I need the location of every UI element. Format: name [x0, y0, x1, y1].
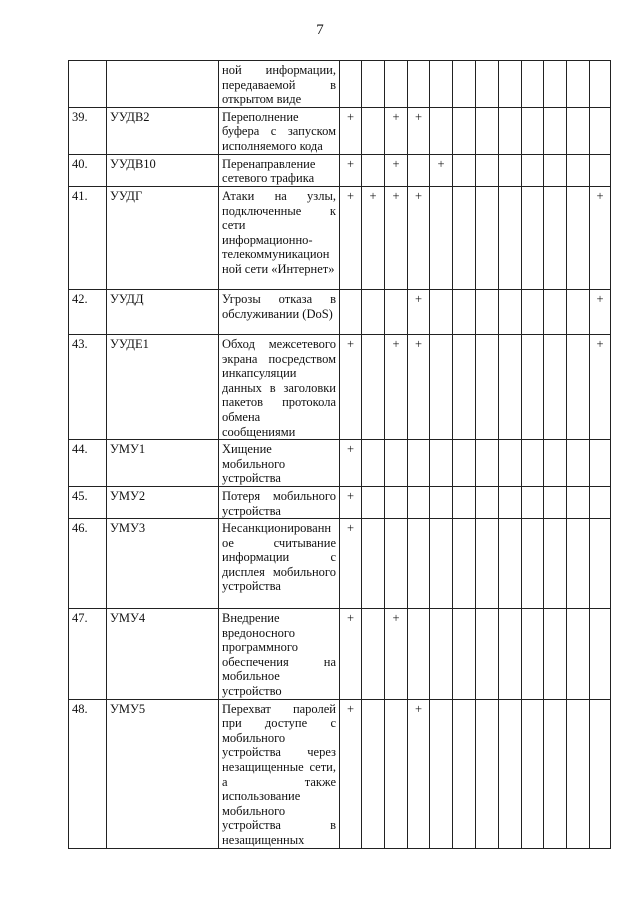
mark-cell — [430, 699, 453, 848]
mark-cell — [499, 107, 522, 154]
mark-cell — [590, 440, 611, 487]
mark-cell — [499, 289, 522, 334]
row-number: 44. — [69, 440, 107, 487]
mark-cell — [408, 440, 430, 487]
mark-cell: + — [590, 334, 611, 439]
mark-cell — [430, 186, 453, 289]
mark-cell — [522, 519, 544, 609]
mark-cell — [567, 486, 590, 518]
mark-cell — [544, 609, 567, 700]
mark-cell: + — [590, 186, 611, 289]
mark-cell — [476, 440, 499, 487]
mark-cell — [476, 486, 499, 518]
mark-cell — [544, 154, 567, 186]
mark-cell — [385, 486, 408, 518]
mark-cell — [544, 699, 567, 848]
mark-cell — [590, 699, 611, 848]
row-number: 43. — [69, 334, 107, 439]
mark-cell — [499, 519, 522, 609]
threat-code: УМУ2 — [107, 486, 219, 518]
mark-cell — [476, 609, 499, 700]
mark-cell: + — [340, 609, 362, 700]
table-row — [69, 107, 611, 154]
threat-description: Хищение мобильного устройства — [219, 440, 340, 487]
mark-cell — [522, 699, 544, 848]
mark-cell — [385, 61, 408, 108]
table-row — [69, 519, 611, 609]
mark-cell: + — [340, 440, 362, 487]
table-row — [69, 334, 611, 439]
mark-cell: + — [340, 154, 362, 186]
mark-cell — [453, 154, 476, 186]
mark-cell — [453, 699, 476, 848]
table-row — [69, 609, 611, 700]
mark-cell — [408, 609, 430, 700]
mark-cell — [499, 609, 522, 700]
table-row — [69, 486, 611, 518]
mark-cell — [476, 519, 499, 609]
mark-cell — [362, 289, 385, 334]
threat-code: УУДД — [107, 289, 219, 334]
mark-cell — [430, 61, 453, 108]
mark-cell — [408, 519, 430, 609]
threat-code: УУДВ10 — [107, 154, 219, 186]
mark-cell — [522, 61, 544, 108]
mark-cell — [385, 440, 408, 487]
row-number — [69, 61, 107, 108]
mark-cell — [567, 440, 590, 487]
mark-cell — [499, 61, 522, 108]
mark-cell — [362, 519, 385, 609]
threat-code — [107, 61, 219, 108]
mark-cell — [590, 61, 611, 108]
mark-cell — [590, 519, 611, 609]
mark-cell — [544, 519, 567, 609]
mark-cell: + — [340, 699, 362, 848]
row-number: 41. — [69, 186, 107, 289]
mark-cell: + — [385, 107, 408, 154]
mark-cell — [430, 440, 453, 487]
mark-cell — [430, 334, 453, 439]
mark-cell — [340, 289, 362, 334]
mark-cell: + — [385, 609, 408, 700]
mark-cell: + — [340, 186, 362, 289]
mark-cell — [544, 440, 567, 487]
mark-cell — [362, 61, 385, 108]
table-row — [69, 154, 611, 186]
mark-cell — [567, 61, 590, 108]
mark-cell — [476, 107, 499, 154]
row-number: 39. — [69, 107, 107, 154]
mark-cell: + — [408, 334, 430, 439]
threat-description: Обход межсетевого экрана посредством инкапсуляции данных в заголовки пакетов протокола обмена сообщениями — [219, 334, 340, 439]
mark-cell — [476, 186, 499, 289]
mark-cell — [567, 699, 590, 848]
threat-description: Несанкционированное считывание информации с дисплея мобильного устройства — [219, 519, 340, 609]
mark-cell: + — [340, 519, 362, 609]
mark-cell: + — [340, 486, 362, 518]
mark-cell — [340, 61, 362, 108]
mark-cell — [430, 519, 453, 609]
mark-cell — [522, 440, 544, 487]
mark-cell — [430, 609, 453, 700]
row-number: 45. — [69, 486, 107, 518]
mark-cell — [499, 486, 522, 518]
table-row — [69, 440, 611, 487]
mark-cell — [362, 334, 385, 439]
mark-cell — [522, 609, 544, 700]
mark-cell — [590, 154, 611, 186]
threat-description: Внедрение вредоносного программного обеспечения на мобильное устройство — [219, 609, 340, 700]
mark-cell — [362, 699, 385, 848]
mark-cell — [385, 699, 408, 848]
threat-code: УУДВ2 — [107, 107, 219, 154]
threat-code: УМУ4 — [107, 609, 219, 700]
row-number: 42. — [69, 289, 107, 334]
threat-description: Угрозы отказа в обслуживании (DoS) — [219, 289, 340, 334]
mark-cell — [476, 289, 499, 334]
mark-cell — [544, 61, 567, 108]
mark-cell — [453, 440, 476, 487]
mark-cell — [499, 440, 522, 487]
mark-cell: + — [590, 289, 611, 334]
table-row — [69, 699, 611, 848]
mark-cell — [476, 61, 499, 108]
mark-cell — [408, 486, 430, 518]
mark-cell — [476, 699, 499, 848]
mark-cell: + — [408, 107, 430, 154]
mark-cell: + — [385, 334, 408, 439]
mark-cell: + — [408, 186, 430, 289]
threat-code: УУДГ — [107, 186, 219, 289]
mark-cell — [453, 186, 476, 289]
mark-cell — [476, 334, 499, 439]
threat-description: Потеря мобильного устройства — [219, 486, 340, 518]
mark-cell: + — [385, 154, 408, 186]
mark-cell — [567, 609, 590, 700]
threat-code: УМУ1 — [107, 440, 219, 487]
mark-cell — [362, 609, 385, 700]
mark-cell — [499, 154, 522, 186]
mark-cell — [499, 186, 522, 289]
mark-cell — [362, 440, 385, 487]
row-number: 48. — [69, 699, 107, 848]
mark-cell — [522, 334, 544, 439]
mark-cell — [385, 519, 408, 609]
mark-cell — [430, 486, 453, 518]
mark-cell — [567, 289, 590, 334]
mark-cell — [522, 154, 544, 186]
mark-cell — [453, 519, 476, 609]
mark-cell: + — [340, 107, 362, 154]
mark-cell — [590, 486, 611, 518]
mark-cell — [590, 107, 611, 154]
mark-cell — [430, 289, 453, 334]
table-row — [69, 61, 611, 108]
row-number: 46. — [69, 519, 107, 609]
threat-description: ной информации, передаваемой в открытом виде — [219, 61, 340, 108]
mark-cell — [385, 289, 408, 334]
mark-cell: + — [362, 186, 385, 289]
mark-cell — [567, 186, 590, 289]
threat-description: Переполнение буфера с запуском исполняемого кода — [219, 107, 340, 154]
mark-cell — [522, 486, 544, 518]
mark-cell — [544, 486, 567, 518]
mark-cell — [362, 154, 385, 186]
row-number: 40. — [69, 154, 107, 186]
mark-cell — [408, 154, 430, 186]
mark-cell — [362, 107, 385, 154]
mark-cell — [590, 609, 611, 700]
mark-cell — [453, 289, 476, 334]
mark-cell — [567, 519, 590, 609]
threat-description: Атаки на узлы, подключенные к сети информационно-телекоммуникационной сети «Интернет» — [219, 186, 340, 289]
page-number: 7 — [316, 22, 324, 38]
mark-cell: + — [408, 289, 430, 334]
threat-description: Перенаправление сетевого трафика — [219, 154, 340, 186]
mark-cell — [453, 486, 476, 518]
mark-cell — [408, 61, 430, 108]
mark-cell: + — [385, 186, 408, 289]
threats-table — [68, 60, 611, 849]
mark-cell — [544, 289, 567, 334]
row-number: 47. — [69, 609, 107, 700]
mark-cell — [453, 61, 476, 108]
mark-cell — [522, 107, 544, 154]
table-row — [69, 289, 611, 334]
mark-cell — [453, 334, 476, 439]
mark-cell — [567, 334, 590, 439]
mark-cell — [362, 486, 385, 518]
threat-code: УМУ5 — [107, 699, 219, 848]
mark-cell: + — [408, 699, 430, 848]
threat-code: УМУ3 — [107, 519, 219, 609]
threat-code: УУДЕ1 — [107, 334, 219, 439]
table-row — [69, 186, 611, 289]
mark-cell — [567, 154, 590, 186]
mark-cell — [522, 186, 544, 289]
mark-cell — [544, 186, 567, 289]
mark-cell — [567, 107, 590, 154]
threat-description: Перехват паролей при доступе с мобильного устройства через незащищенные сети, а также использование мобильного устройства в незащищенных — [219, 699, 340, 848]
mark-cell — [544, 107, 567, 154]
mark-cell — [499, 699, 522, 848]
mark-cell — [430, 107, 453, 154]
mark-cell: + — [340, 334, 362, 439]
mark-cell — [522, 289, 544, 334]
mark-cell — [453, 107, 476, 154]
mark-cell — [453, 609, 476, 700]
mark-cell — [544, 334, 567, 439]
mark-cell — [499, 334, 522, 439]
mark-cell — [476, 154, 499, 186]
mark-cell: + — [430, 154, 453, 186]
